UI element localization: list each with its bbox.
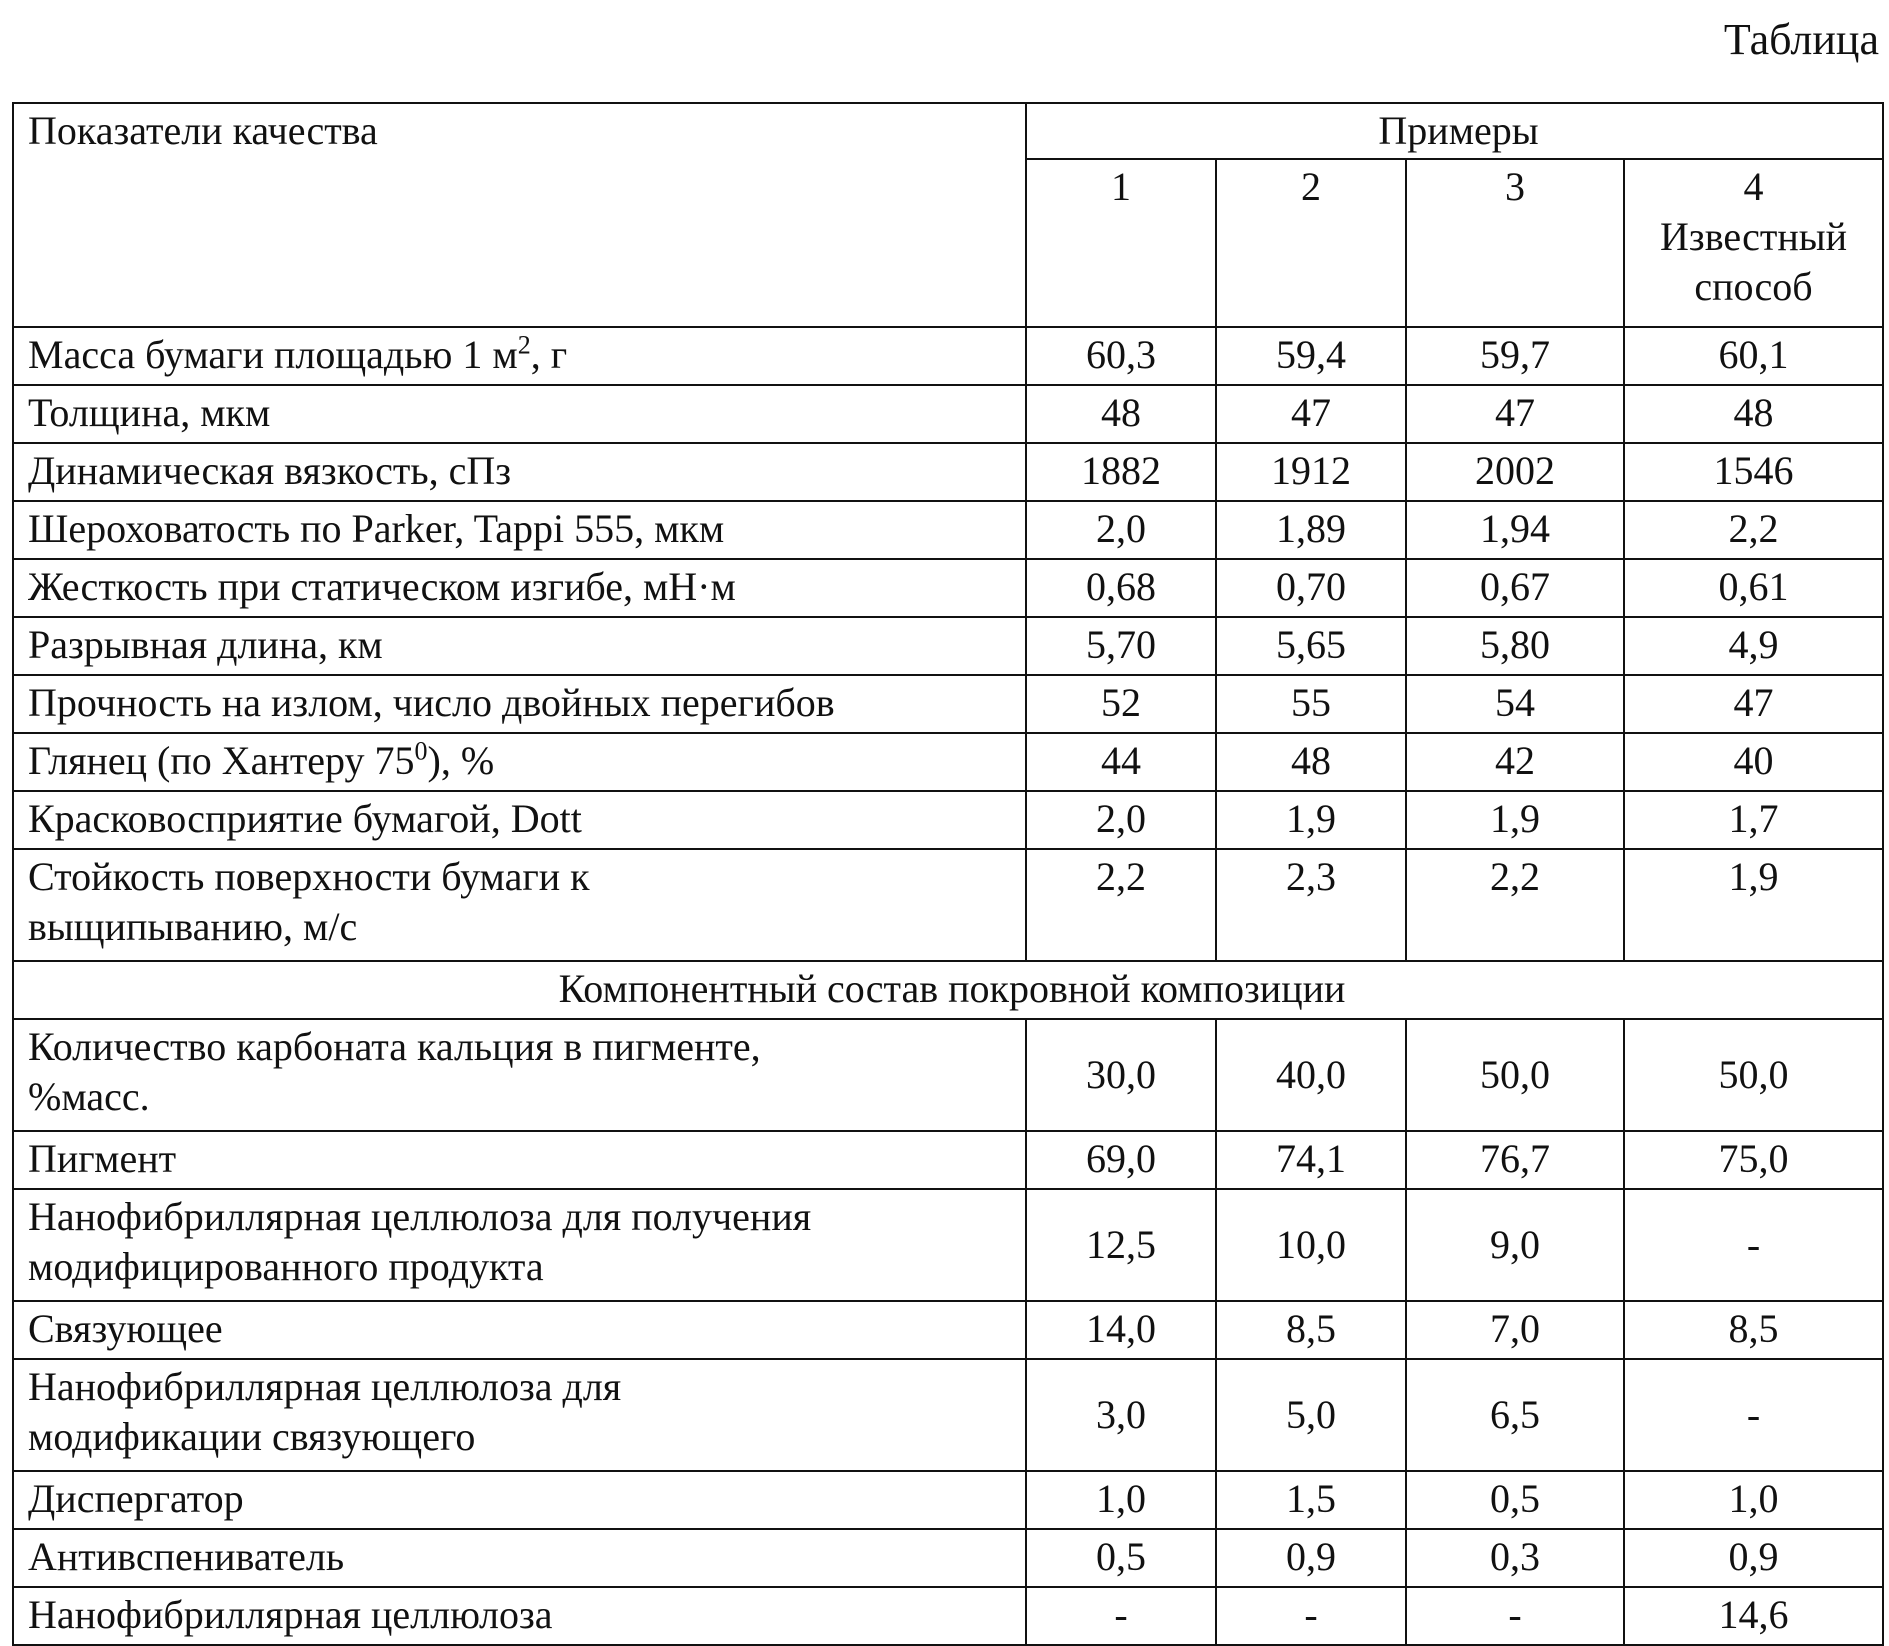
table-row	[13, 675, 1883, 733]
value-cell: 44	[1026, 733, 1216, 791]
value-cell: 0,5	[1406, 1471, 1624, 1529]
value-cell: 10,0	[1216, 1189, 1406, 1301]
value-cell: 1,0	[1624, 1471, 1883, 1529]
value-cell: 50,0	[1406, 1019, 1624, 1131]
value-cell: 76,7	[1406, 1131, 1624, 1189]
row-label: Разрывная длина, км	[13, 617, 1026, 675]
value-cell: 40	[1624, 733, 1883, 791]
value-cell: 6,5	[1406, 1359, 1624, 1471]
value-cell: 1882	[1026, 443, 1216, 501]
value-cell: 4,9	[1624, 617, 1883, 675]
table-row	[13, 1301, 1883, 1359]
row-label: Прочность на излом, число двойных перегибов	[13, 675, 1026, 733]
value-cell: 55	[1216, 675, 1406, 733]
value-cell: 1912	[1216, 443, 1406, 501]
indicators-header: Показатели качества	[13, 103, 1026, 327]
table-row	[13, 617, 1883, 675]
table-row	[13, 733, 1883, 791]
table-row	[13, 1587, 1883, 1645]
value-cell: 0,68	[1026, 559, 1216, 617]
section-row	[13, 961, 1883, 1019]
value-cell: -	[1216, 1587, 1406, 1645]
value-cell: 1,7	[1624, 791, 1883, 849]
row-label: Количество карбоната кальция в пигменте, %масс.	[13, 1019, 1026, 1131]
row-label: Связующее	[13, 1301, 1026, 1359]
value-cell: 60,3	[1026, 327, 1216, 385]
value-cell: 8,5	[1624, 1301, 1883, 1359]
table-row	[13, 559, 1883, 617]
table-caption: Таблица	[1723, 15, 1879, 64]
table-row	[13, 1019, 1883, 1131]
value-cell: 1,9	[1406, 791, 1624, 849]
value-cell: 59,7	[1406, 327, 1624, 385]
table-row	[13, 501, 1883, 559]
value-cell: 54	[1406, 675, 1624, 733]
value-cell: 0,9	[1624, 1529, 1883, 1587]
table-row	[13, 1471, 1883, 1529]
example-4-known-label: Известный	[1660, 214, 1848, 259]
value-cell: 0,61	[1624, 559, 1883, 617]
value-cell: -	[1026, 1587, 1216, 1645]
row-label: Пигмент	[13, 1131, 1026, 1189]
row-label: Нанофибриллярная целлюлоза для получения модифицированного продукта	[13, 1189, 1026, 1301]
value-cell: 48	[1026, 385, 1216, 443]
value-cell: 2,2	[1026, 849, 1216, 961]
value-cell: 5,65	[1216, 617, 1406, 675]
row-label: Нанофибриллярная целлюлоза	[13, 1587, 1026, 1645]
quality-table	[12, 102, 1884, 1646]
value-cell: 2,3	[1216, 849, 1406, 961]
value-cell: 0,67	[1406, 559, 1624, 617]
value-cell: 12,5	[1026, 1189, 1216, 1301]
value-cell: 30,0	[1026, 1019, 1216, 1131]
value-cell: 2002	[1406, 443, 1624, 501]
value-cell: 0,3	[1406, 1529, 1624, 1587]
table-row	[13, 327, 1883, 385]
value-cell: 47	[1406, 385, 1624, 443]
example-4-header	[1624, 159, 1883, 327]
value-cell: 2,0	[1026, 791, 1216, 849]
value-cell: 47	[1624, 675, 1883, 733]
value-cell: 7,0	[1406, 1301, 1624, 1359]
row-label: Жесткость при статическом изгибе, мН·м	[13, 559, 1026, 617]
value-cell: -	[1624, 1189, 1883, 1301]
row-label: Толщина, мкм	[13, 385, 1026, 443]
value-cell: 75,0	[1624, 1131, 1883, 1189]
value-cell: 9,0	[1406, 1189, 1624, 1301]
value-cell: 60,1	[1624, 327, 1883, 385]
table-row	[13, 791, 1883, 849]
value-cell: 50,0	[1624, 1019, 1883, 1131]
value-cell: 1,0	[1026, 1471, 1216, 1529]
value-cell: 74,1	[1216, 1131, 1406, 1189]
table-row	[13, 443, 1883, 501]
row-label: Динамическая вязкость, сПз	[13, 443, 1026, 501]
example-3-header: 3	[1406, 159, 1624, 327]
value-cell: 2,2	[1406, 849, 1624, 961]
row-label: Шероховатость по Parker, Tappi 555, мкм	[13, 501, 1026, 559]
value-cell: 5,70	[1026, 617, 1216, 675]
value-cell: 1,9	[1216, 791, 1406, 849]
example-1-header: 1	[1026, 159, 1216, 327]
value-cell: 52	[1026, 675, 1216, 733]
examples-header: Примеры	[1026, 103, 1883, 159]
table-row	[13, 1529, 1883, 1587]
value-cell: 48	[1216, 733, 1406, 791]
value-cell: 5,80	[1406, 617, 1624, 675]
value-cell: 1546	[1624, 443, 1883, 501]
value-cell: 14,6	[1624, 1587, 1883, 1645]
value-cell: 1,9	[1624, 849, 1883, 961]
value-cell: 1,89	[1216, 501, 1406, 559]
value-cell: 1,94	[1406, 501, 1624, 559]
value-cell: -	[1624, 1359, 1883, 1471]
value-cell: 40,0	[1216, 1019, 1406, 1131]
value-cell: -	[1406, 1587, 1624, 1645]
value-cell: 0,5	[1026, 1529, 1216, 1587]
value-cell: 47	[1216, 385, 1406, 443]
value-cell: 0,70	[1216, 559, 1406, 617]
value-cell: 59,4	[1216, 327, 1406, 385]
value-cell: 1,5	[1216, 1471, 1406, 1529]
value-cell: 5,0	[1216, 1359, 1406, 1471]
table-row	[13, 1131, 1883, 1189]
example-2-header: 2	[1216, 159, 1406, 327]
table-row	[13, 1189, 1883, 1301]
table-row	[13, 1359, 1883, 1471]
value-cell: 42	[1406, 733, 1624, 791]
example-4-number: 4	[1743, 164, 1764, 209]
example-4-method-label: способ	[1694, 264, 1813, 309]
value-cell: 3,0	[1026, 1359, 1216, 1471]
table-row	[13, 849, 1883, 961]
value-cell: 69,0	[1026, 1131, 1216, 1189]
value-cell: 0,9	[1216, 1529, 1406, 1587]
row-label: Стойкость поверхности бумаги к выщипыванию, м/с	[13, 849, 1026, 961]
row-label: Диспергатор	[13, 1471, 1026, 1529]
row-label: Глянец (по Хантеру $75^0$), %	[13, 733, 1026, 791]
value-cell: 48	[1624, 385, 1883, 443]
row-label: Масса бумаги площадью 1 $м^2$, г	[13, 327, 1026, 385]
table-row	[13, 385, 1883, 443]
value-cell: 8,5	[1216, 1301, 1406, 1359]
value-cell: 14,0	[1026, 1301, 1216, 1359]
value-cell: 2,0	[1026, 501, 1216, 559]
row-label: Антивспениватель	[13, 1529, 1026, 1587]
row-label: Красковосприятие бумагой, Dott	[13, 791, 1026, 849]
value-cell: 2,2	[1624, 501, 1883, 559]
composition-section-title: Компонентный состав покровной композиции	[13, 961, 1883, 1019]
row-label: Нанофибриллярная целлюлоза для модификации связующего	[13, 1359, 1026, 1471]
